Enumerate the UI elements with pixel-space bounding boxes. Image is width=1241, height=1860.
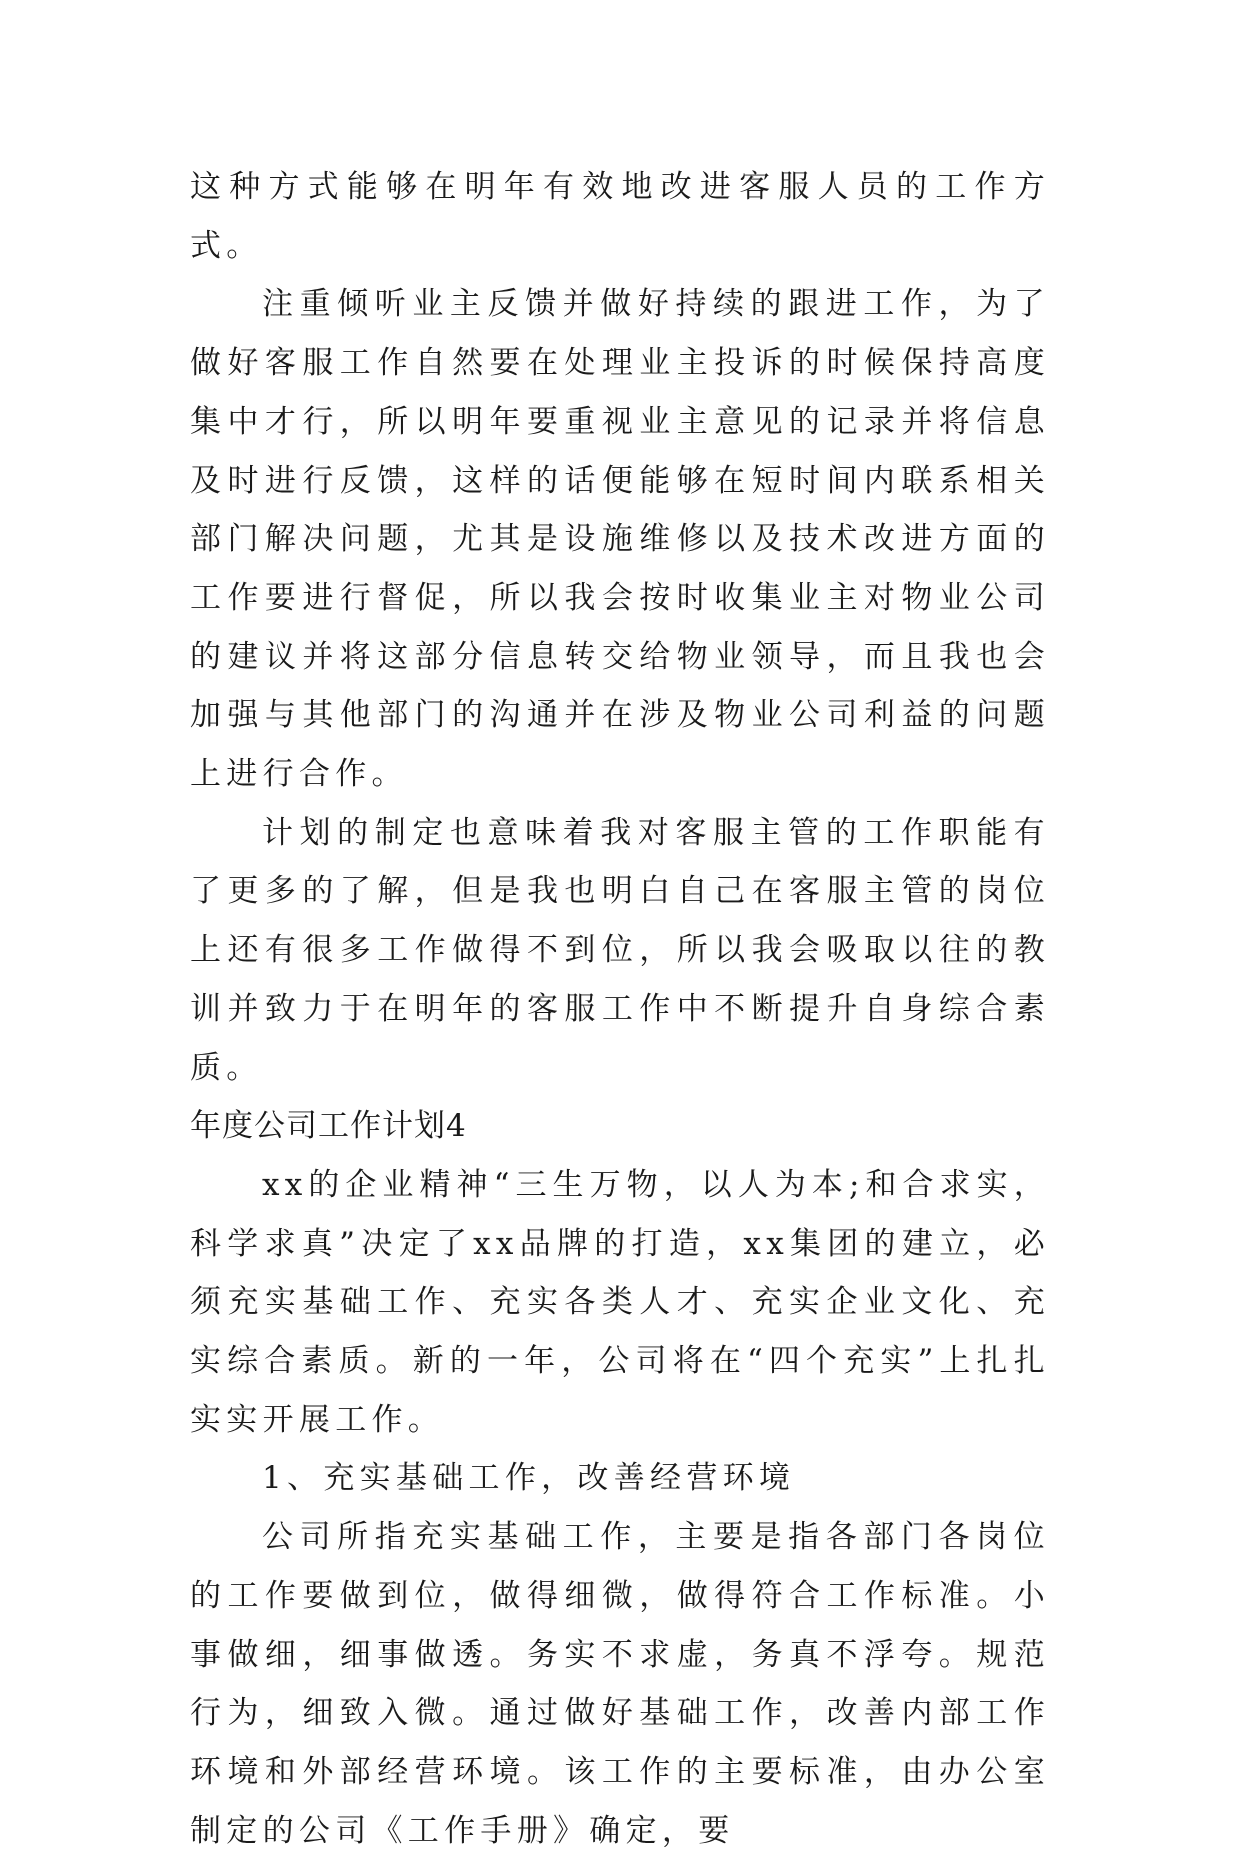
paragraph-4: xx的企业精神“三生万物，以人为本;和合求实，科学求真”决定了xx品牌的打造，xx集团的建立，必须充实基础工作、充实各类人才、充实企业文化、充实综合素质。新的一年，公司将在“四个充实”上扎扎实实开展工作。: [190, 1166, 1050, 1438]
section-heading: 年度公司工作计划4: [190, 1108, 467, 1145]
subheading-1: 1、充实基础工作，改善经营环境: [262, 1460, 796, 1497]
paragraph-2: 注重倾听业主反馈并做好持续的跟进工作，为了做好客服工作自然要在处理业主投诉的时候保持高度集中才行，所以明年要重视业主意见的记录并将信息及时进行反馈，这样的话便能够在短时间内联系相关部门解决问题，尤其是设施维修以及技术改进方面的工作要进行督促，所以我会按时收集业主对物业公司的建议并将这部分信息转交给物业领导，而且我也会加强与其他部门的沟通并在涉及物业公司利益的问题上进行合作。: [190, 286, 1050, 793]
document-body: [190, 158, 1050, 1860]
paragraph-5: 公司所指充实基础工作，主要是指各部门各岗位的工作要做到位，做得细微，做得符合工作标准。小事做细，细事做透。务实不求虚，务真不浮夸。规范行为，细致入微。通过做好基础工作，改善内部工作环境和外部经营环境。该工作的主要标准，由办公室制定的公司《工作手册》确定，要: [190, 1519, 1050, 1849]
paragraph-3: 计划的制定也意味着我对客服主管的工作职能有了更多的了解，但是我也明白自己在客服主管的岗位上还有很多工作做得不到位，所以我会吸取以往的教训并致力于在明年的客服工作中不断提升自身综合素质。: [190, 814, 1050, 1086]
paragraph-1: 这种方式能够在明年有效地改进客服人员的工作方式。: [190, 169, 1050, 264]
